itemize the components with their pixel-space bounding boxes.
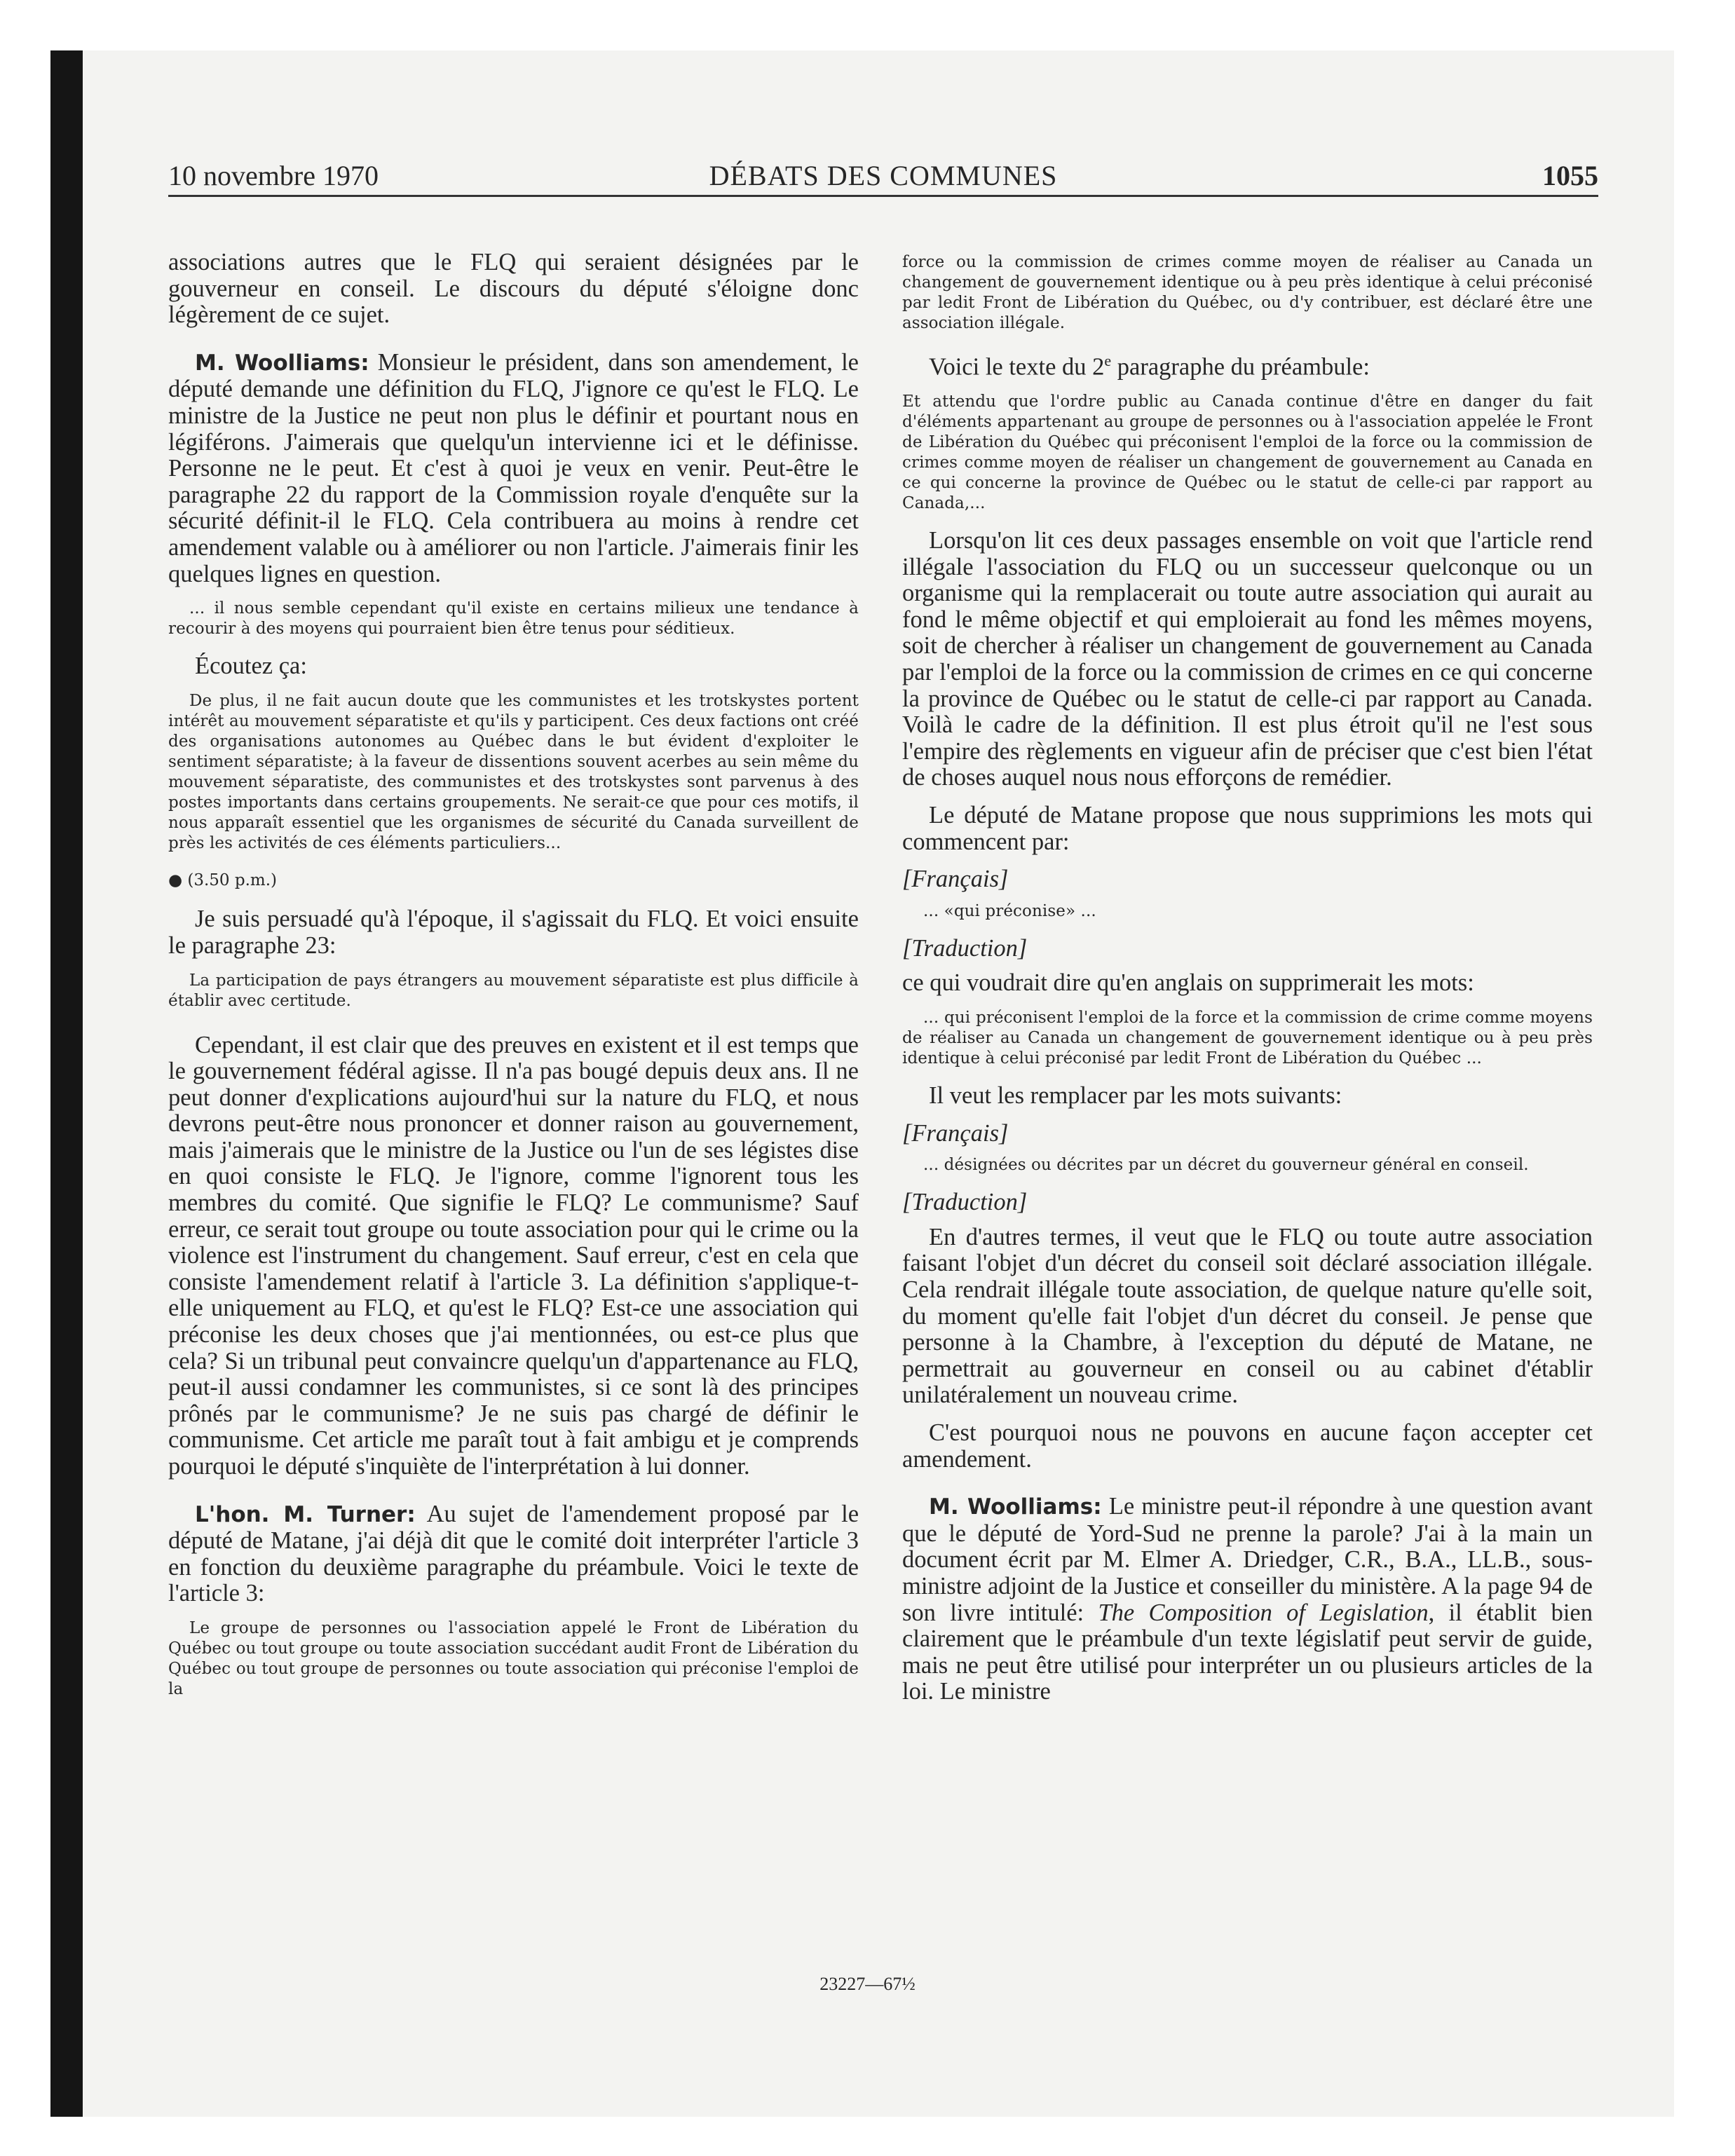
language-label: [Français] (902, 1119, 1009, 1147)
speaker-name: M. Woolliams: (195, 350, 369, 376)
speech-text: Le ministre peut-il répondre à une question avant que le député de Yord-Sud ne prenne la parole? J'ai à la main un document écrit par M. Elmer A. Driedger, C.R., B.A., LL.B., sous-ministre adjoint de la Justice et conseiller du ministère. A la page 94 de son livre intitulé: (902, 1493, 1593, 1626)
block-quote: De plus, il ne fait aucun doute que les communistes et les trotskystes portent intérêt au mouvement séparatiste et qu'ils y participent. Ces deux factions ont créé des organisations autonomes au Québec dans le but évident d'exploiter le sentiment séparatiste; à la faveur de dissentions souvent acerbes au sein même du mouvement séparatiste, des communistes et des trotskystes sont parvenus à des postes importants dans certains groupements. Ne serait-ce que pour ces motifs, il nous apparaît essentiel que les organismes de sécurité du Canada surveillent de près les activités de ces éléments particuliers... (168, 691, 859, 852)
language-label: [Français] (902, 866, 1009, 893)
block-quote: ... il nous semble cependant qu'il existe en certains milieux une tendance à recourir à des moyens qui pourraient bien être tenus pour séditieux. (168, 599, 859, 639)
left-column (168, 250, 859, 1714)
speaker-name: L'hon. M. Turner: (195, 1501, 416, 1527)
paragraph (902, 348, 1593, 381)
page-header (168, 156, 1598, 197)
language-label: [Traduction] (902, 1189, 1028, 1216)
paragraph: associations autres que le FLQ qui seraient désignées par le gouverneur en conseil. Le discours du député s'éloigne donc légèrement de ce sujet. (168, 249, 859, 329)
paragraph: Le député de Matane propose que nous supprimions les mots qui commencent par: (902, 802, 1593, 855)
paragraph: Écoutez ça: (195, 653, 307, 680)
paragraph: Je suis persuadé qu'à l'époque, il s'agissait du FLQ. Et voici ensuite le paragraphe 23: (168, 906, 859, 959)
speech (168, 1501, 859, 1607)
block-quote: Et attendu que l'ordre public au Canada continue d'être en danger du fait d'éléments appartenant au groupe de personnes ou à l'association appelée le Front de Libération du Québec qui préconisent l'emploi de la force ou la commission de crimes comme moyen de réaliser un changement de gouvernement au Canada en ce qui concerne la province de Québec ou le statut de celle-ci par rapport au Canada,... (902, 393, 1593, 513)
block-quote: ... désignées ou décrites par un décret du gouverneur général en conseil. (923, 1156, 1529, 1175)
book-title: The Composition of Legislation (1098, 1599, 1429, 1626)
timestamp: ● (3.50 p.m.) (168, 871, 278, 889)
paragraph: ce qui voudrait dire qu'en anglais on supprimerait les mots: (902, 969, 1474, 997)
text: paragraphe du préambule: (1111, 353, 1370, 381)
header-title: DÉBATS DES COMMUNES (709, 160, 1058, 191)
speech-text: Monsieur le président, dans son amendement, le député demande une définition du FLQ, J'ignore ce qu'est le FLQ. Le ministre de la Justice ne peut non plus le définir et pourtant nous en légiférons. J'aimerais que quelqu'un intervienne ici et le définisse. Personne ne le peut. Et c'est à quoi je veux en venir. Peut-être le paragraphe 22 du rapport de la Commission royale d'enquête sur la sécurité définit-il le FLQ. Cela contribuera au moins à rendre cet amendement valable ou à améliorer ou non l'article. J'aimerais finir les quelques lignes en question. (168, 348, 859, 587)
paragraph: Il veut les remplacer par les mots suivants: (929, 1082, 1342, 1109)
speech (168, 350, 859, 587)
block-quote: force ou la commission de crimes comme moyen de réaliser au Canada un changement de gouvernement identique ou à peu près identique à celui préconisé par ledit Front de Libération du Québec, ou d'y contribuer, est déclaré être une association illégale. (902, 253, 1593, 332)
superscript: e (1104, 352, 1112, 369)
speech-text: , il établit bien clairement que le préambule d'un texte législatif peut servir de guide, mais ne peut être utilisé pour interpréter un ou plusieurs articles de la loi. Le ministre (902, 1599, 1593, 1705)
header-date: 10 novembre 1970 (168, 160, 379, 191)
block-quote: Le groupe de personnes ou l'association appelé le Front de Libération du Québec ou tout groupe ou toute association succédant audit Front de Libération du Québec ou tout groupe de personnes ou toute association qui préconise l'emploi de la (168, 1618, 859, 1698)
block-quote: ... «qui préconise» ... (923, 901, 1096, 920)
block-quote: ... qui préconisent l'emploi de la force et la commission de crime comme moyens de réaliser au Canada un changement de gouvernement identique ou à peu près identique à celui préconisé par ledit Front de Libération du Québec ... (902, 1009, 1593, 1067)
language-label: [Traduction] (902, 934, 1028, 962)
paragraph: Lorsqu'on lit ces deux passages ensemble on voit que l'article rend illégale l'association du FLQ ou un successeur quelconque ou un organisme qui la remplacerait ou toute autre association qui aurait au fond le même objectif et qui emploierait au fond les mêmes moyens, soit de chercher à réaliser un changement de gouvernement au Canada par l'emploi de la force ou la commission de crimes en ce qui concerne la province de Québec ou le statut de celle-ci par rapport au Canada. Voilà le cadre de la définition. Il est plus étroit qu'il ne l'est sous l'empire des règlements en vigueur afin de préciser que c'est bien l'état de choses auquel nous nous efforçons de remédier. (902, 527, 1593, 791)
header-page-number: 1055 (1542, 160, 1598, 191)
text: Voici le texte du 2 (929, 353, 1105, 381)
paragraph: En d'autres termes, il veut que le FLQ ou toute autre association faisant l'objet d'un décret du conseil soit déclaré association illégale. Cela rendrait illégale toute association, de quelque nature qu'elle soit, du moment qu'elle fait l'objet d'un décret du conseil. Je pense que personne à la Chambre, à l'exception du député de Matane, ne permettrait au gouverneur en conseil ou au cabinet d'établir unilatéralement un nouveau crime. (902, 1223, 1593, 1409)
block-quote: La participation de pays étrangers au mouvement séparatiste est plus difficile à établir avec certitude. (168, 971, 859, 1010)
right-column (902, 250, 1593, 1717)
speech (902, 1494, 1593, 1705)
speech-text: Au sujet de l'amendement proposé par le député de Matane, j'ai déjà dit que le comité doit interpréter l'article 3 en fonction du deuxième paragraphe du préambule. Voici le texte de l'article 3: (168, 1500, 859, 1607)
paragraph: C'est pourquoi nous ne pouvons en aucune façon accepter cet amendement. (902, 1419, 1593, 1473)
speaker-name: M. Woolliams: (929, 1494, 1102, 1520)
paragraph: Cependant, il est clair que des preuves en existent et il est temps que le gouvernement fédéral agisse. Il n'a pas bougé depuis deux ans. Il ne peut donner d'explications aujourd'hui sur la nature du FLQ, et nous devrons peut-être nous prononcer et donner raison au gouvernement, mais j'aimerais que le ministre de la Justice ou l'un de ses légistes dise en quoi consiste le FLQ. Je l'ignore, comme l'ignorent tous les membres du comité. Que signifie le FLQ? Le communisme? Sauf erreur, ce serait tout groupe ou toute association pour qui le crime ou la violence est l'instrument du changement. Sauf erreur, c'est en cela que consiste l'amendement relatif à l'article 3. La définition s'applique-t-elle uniquement au FLQ, et qu'est le FLQ? Est-ce une association qui préconise les deux choses que j'ai mentionnées, ou est-ce plus que cela? Si un tribunal peut convaincre quelqu'un d'appartenance au FLQ, peut-il aussi condamner les communistes, si ce sont là des principes prônés par le communisme? Je ne suis pas chargé de définir le communisme. Cet article me paraît tout à fait ambigu et je comprends pourquoi le député s'inquiète de l'interprétation à lui donner. (168, 1031, 859, 1480)
page-footer-code: 23227—67½ (819, 1974, 916, 1994)
